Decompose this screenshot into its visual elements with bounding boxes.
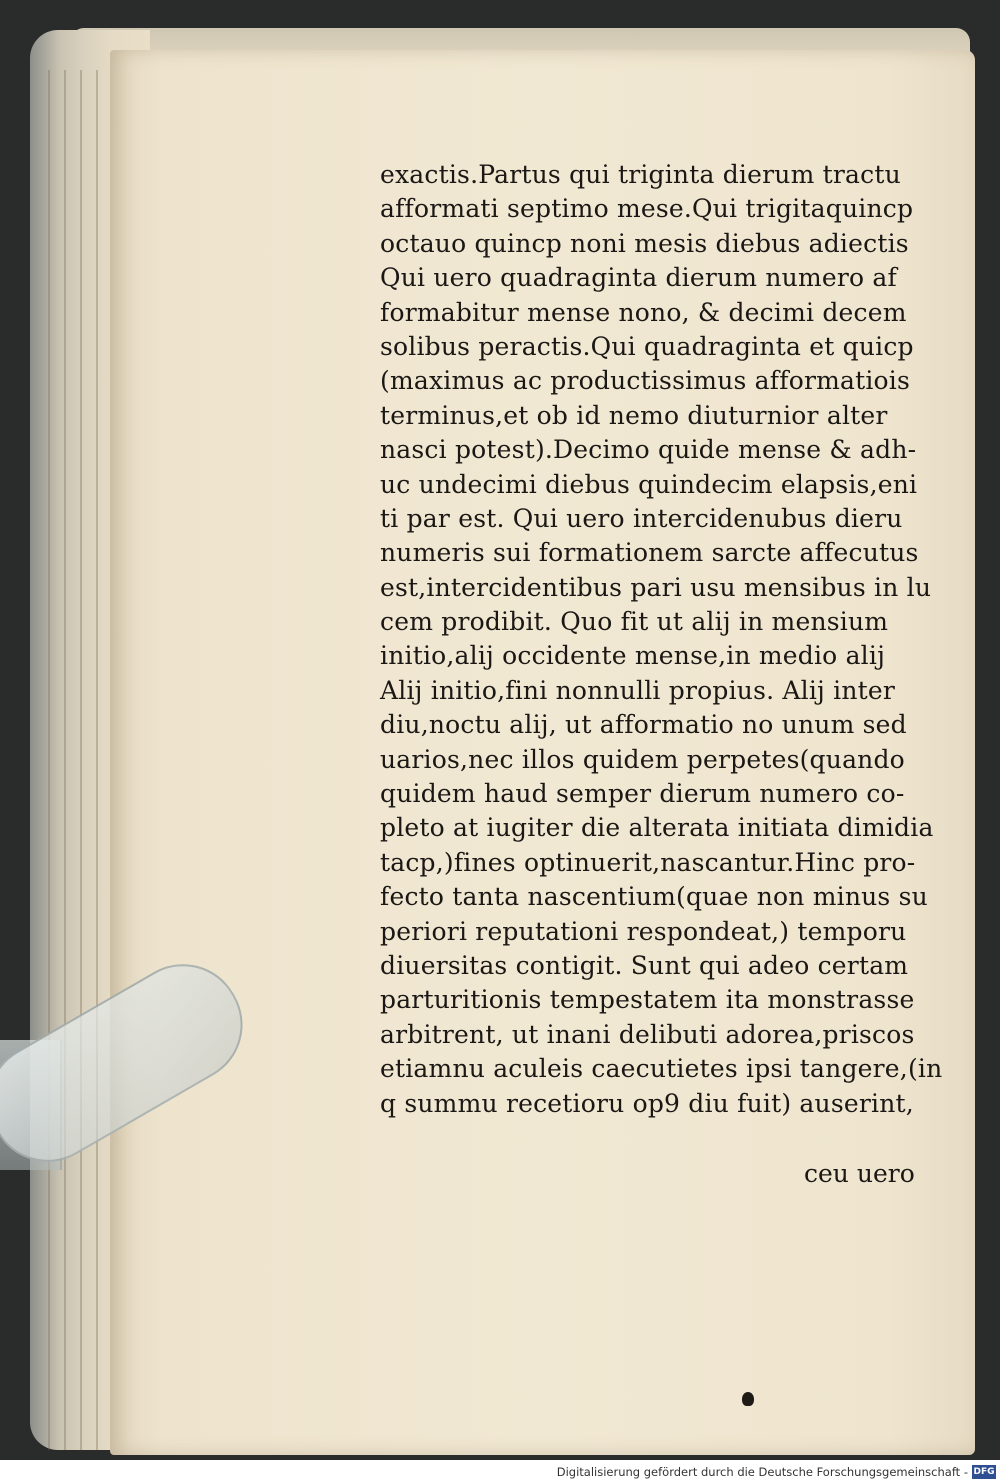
text-line: fecto tanta nascentium(quae non minus su — [380, 882, 928, 912]
text-line: etiamnu aculeis caecutietes ipsi tangere,(in — [380, 1054, 943, 1084]
edge-line — [64, 70, 66, 1450]
text-line: octauo quincp noni mesis diebus adiectis — [380, 228, 909, 258]
text-line: pleto at iugiter die alterata initiata dimidia — [380, 813, 934, 843]
text-line: uarios,nec illos quidem perpetes(quando — [380, 744, 905, 774]
ink-mark — [742, 1392, 754, 1406]
text-line: diu,noctu alij, ut afformatio no unum sed — [380, 710, 907, 740]
text-line: formabitur mense nono, & decimi decem — [380, 297, 907, 327]
text-line: q summu recetioru op9 diu fuit) auserint, — [380, 1088, 914, 1118]
dfg-logo-icon: DFG — [973, 1467, 995, 1477]
footer-bar — [0, 1460, 1000, 1482]
body-text — [380, 158, 943, 1121]
text-line: diuersitas contigit. Sunt qui adeo certam — [380, 950, 909, 980]
catchword: ceu uero — [804, 1159, 915, 1188]
text-line: numeris sui formationem sarcte affecutus — [380, 538, 919, 568]
text-line: (maximus ac productissimus afformatiois — [380, 366, 911, 396]
text-line: tacp,)fines optinuerit,nascantur.Hinc pro- — [380, 847, 916, 877]
edge-line — [96, 70, 98, 1450]
edge-line — [80, 70, 82, 1450]
text-line: cem prodibit. Quo fit ut alij in mensium — [380, 607, 889, 637]
text-line: Qui uero quadraginta dierum numero af — [380, 263, 897, 293]
text-line: uc undecimi diebus quindecim elapsis,eni — [380, 469, 918, 499]
text-line: ti par est. Qui uero intercidenubus dieru — [380, 503, 903, 533]
text-line: terminus,et ob id nemo diuturnior alter — [380, 400, 888, 430]
text-line: afformati septimo mese.Qui trigitaquincp — [380, 194, 914, 224]
text-line: nasci potest).Decimo quide mense & adh- — [380, 435, 917, 465]
text-line: exactis.Partus qui triginta dierum tractu — [380, 160, 901, 189]
text-line: periori reputationi respondeat,) temporu — [380, 916, 907, 946]
text-line: Alij initio,fini nonnulli propius. Alij inter — [380, 675, 896, 705]
text-line: parturitionis tempestatem ita monstrasse — [380, 985, 915, 1015]
edge-line — [48, 70, 50, 1450]
text-line: initio,alij occidente mense,in medio alij — [380, 641, 886, 671]
text-line: arbitrent, ut inani delibuti adorea,priscos — [380, 1019, 915, 1049]
text-line: quidem haud semper dierum numero co- — [380, 779, 905, 809]
text-line: est,intercidentibus pari usu mensibus in lu — [380, 572, 932, 602]
funding-credit: Digitalisierung gefördert durch die Deutsche Forschungsgemeinschaft - — [556, 1465, 968, 1479]
text-line: solibus peractis.Qui quadraginta et quicp — [380, 331, 914, 361]
